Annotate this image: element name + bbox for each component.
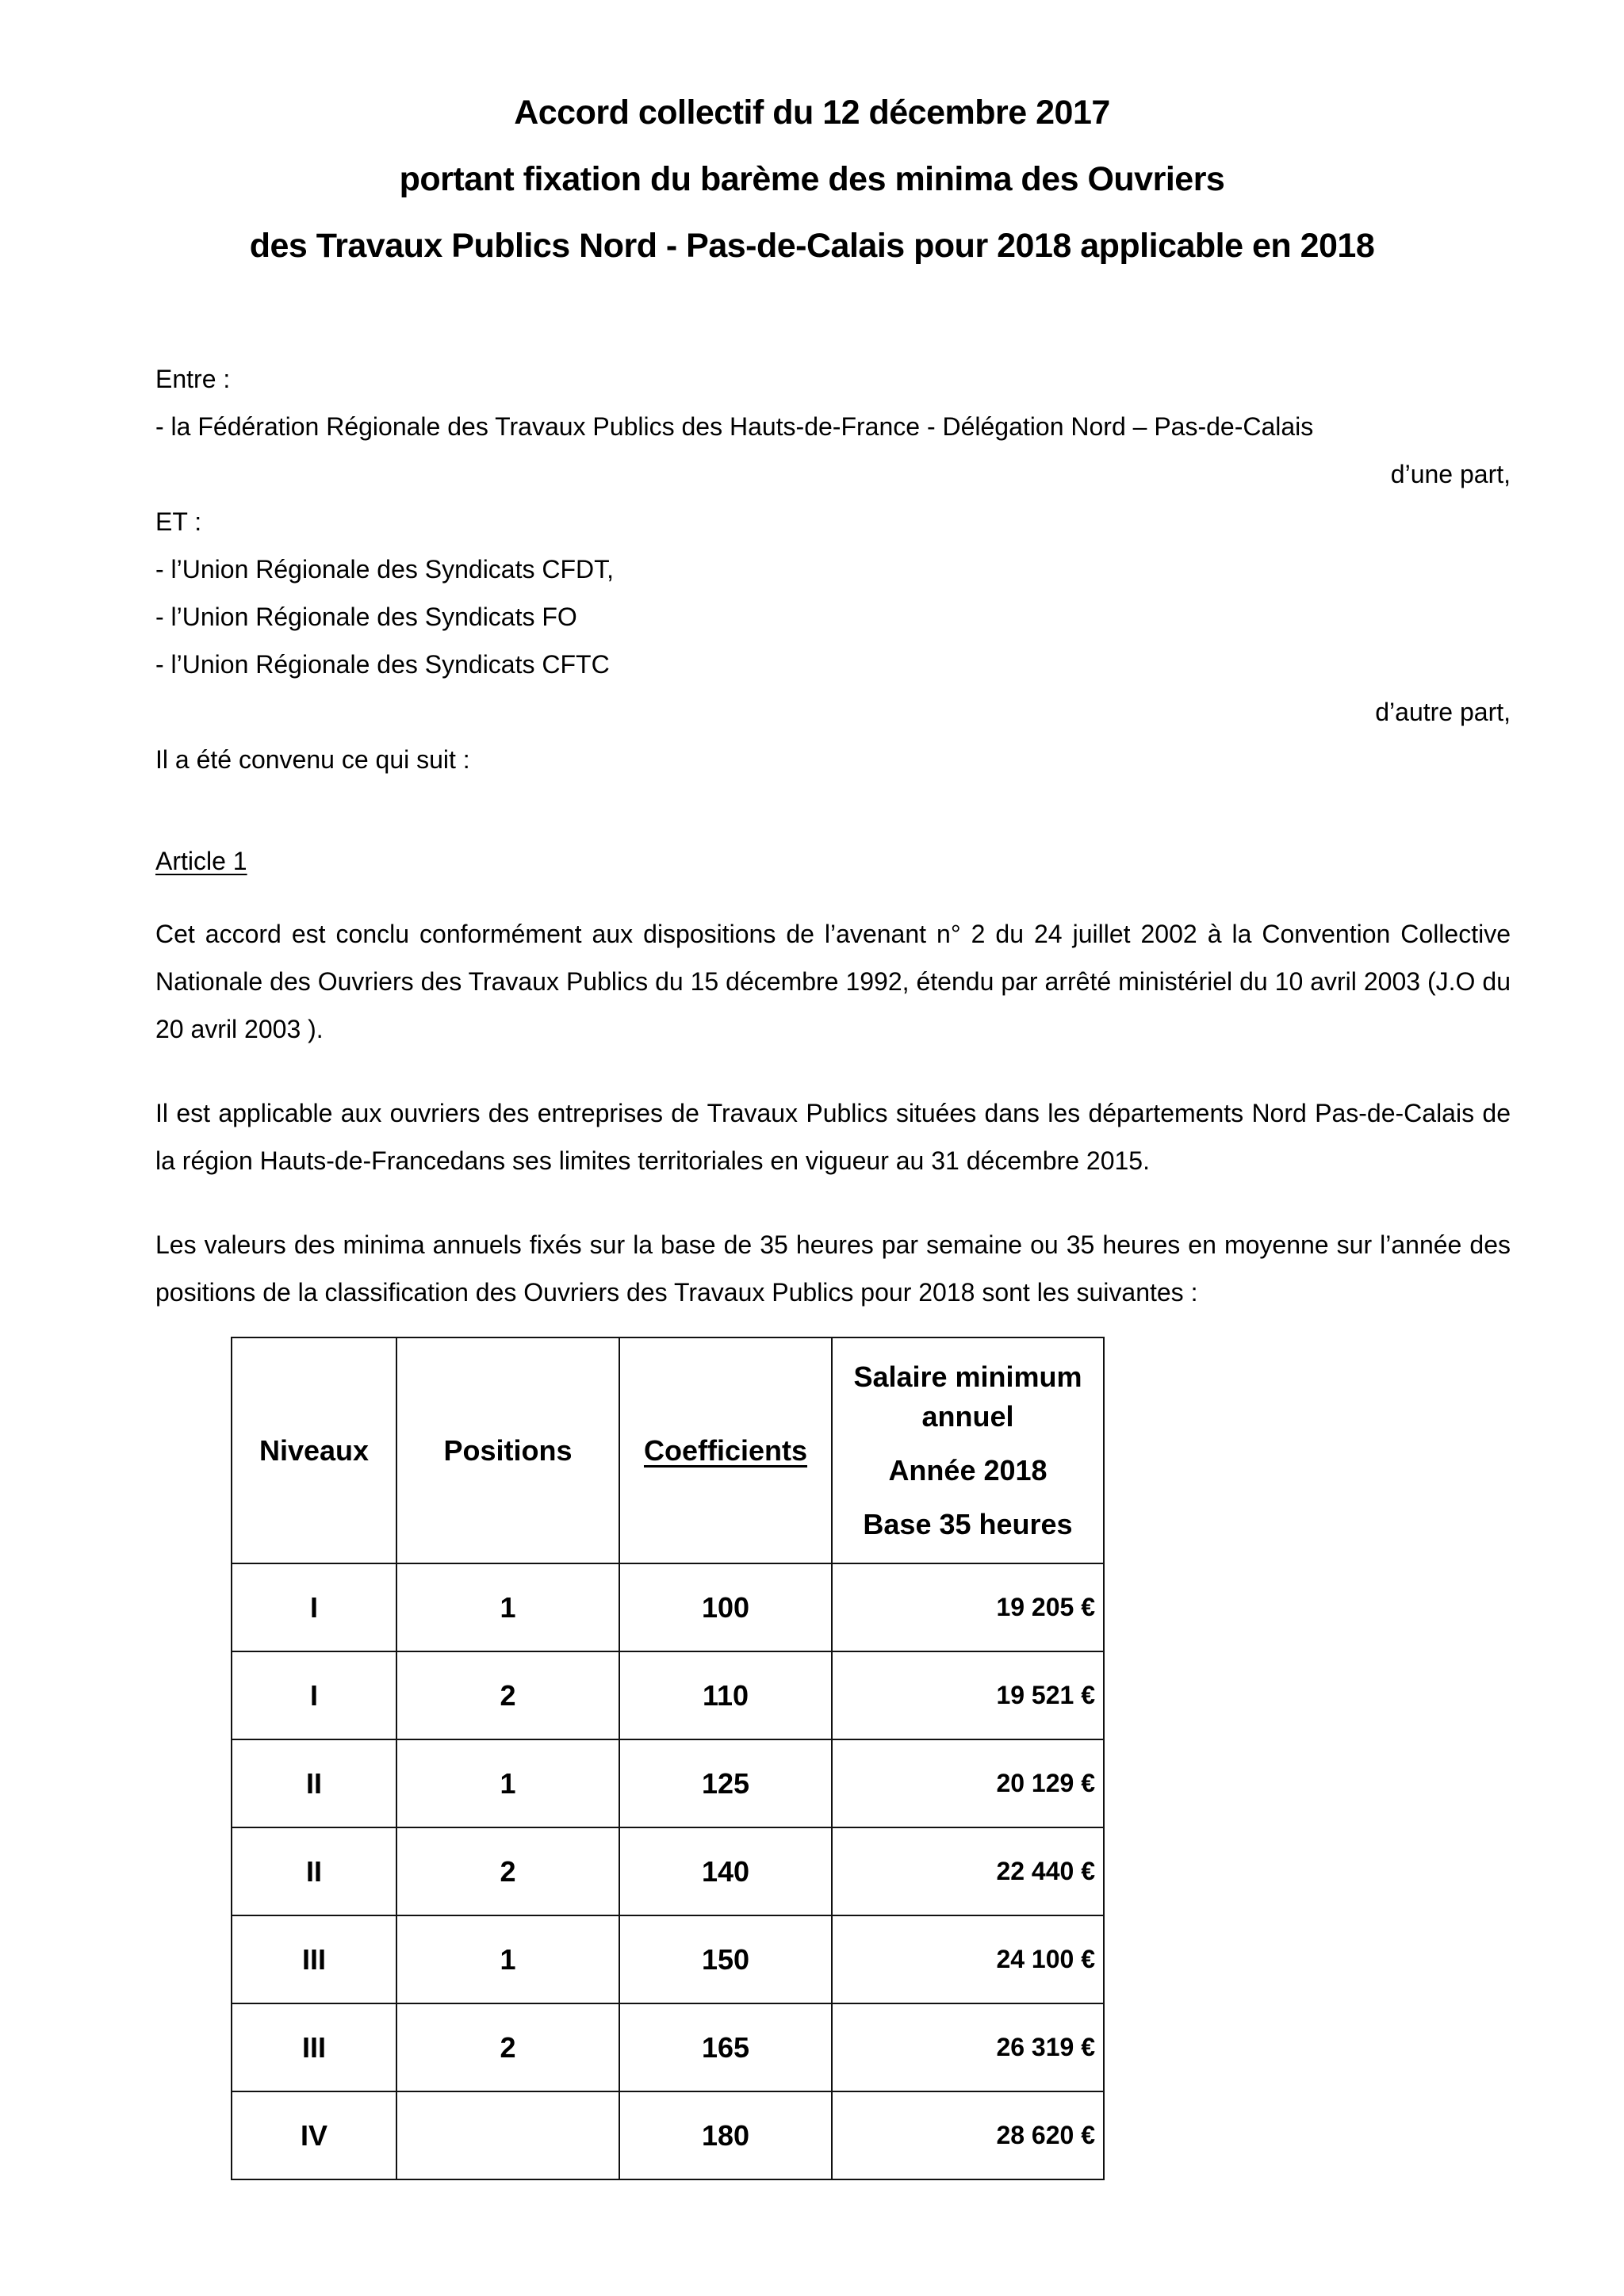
- table-row: [232, 1739, 1104, 1827]
- party-one-suffix: d’une part,: [1390, 460, 1511, 488]
- cell-position: 1: [396, 1563, 619, 1651]
- table-row: [232, 1651, 1104, 1739]
- cell-niveau: IV: [232, 2091, 396, 2179]
- cell-coefficient: 165: [619, 2003, 832, 2091]
- cell-position: 2: [396, 1651, 619, 1739]
- article-1-paragraph-1: Cet accord est conclu conformément aux dispositions de l’avenant n° 2 du 24 juillet 2002 à la Convention Collective Nationale des Ouvriers des Travaux Publics du 15 décembre 1992, étendu par arrêté ministériel du 10 avril 2003 (J.O du 20 avril 2003 ).: [155, 920, 1511, 1043]
- header-coefficients: Coefficients: [619, 1337, 832, 1563]
- cell-coefficient: 180: [619, 2091, 832, 2179]
- agreed-statement: Il a été convenu ce qui suit :: [155, 745, 470, 774]
- document-title-line-1: Accord collectif du 12 décembre 2017: [514, 94, 1110, 132]
- et-label: ET :: [155, 507, 202, 536]
- cell-salaire: 22 440 €: [832, 1827, 1104, 1915]
- header-positions: Positions: [396, 1337, 619, 1563]
- table-row: [232, 1827, 1104, 1915]
- cell-coefficient: 125: [619, 1739, 832, 1827]
- article-1-paragraph-2: Il est applicable aux ouvriers des entreprises de Travaux Publics situées dans les départements Nord Pas-de-Calais de la région Hauts-de-Francedans ses limites territoriales en vigueur au 31 décembre 2015.: [155, 1099, 1511, 1175]
- cell-salaire: 19 521 €: [832, 1651, 1104, 1739]
- table-row: [232, 2003, 1104, 2091]
- party-two-cfdt: - l’Union Régionale des Syndicats CFDT,: [155, 555, 615, 584]
- party-two-cftc: - l’Union Régionale des Syndicats CFTC: [155, 650, 610, 679]
- cell-position: 2: [396, 1827, 619, 1915]
- cell-niveau: II: [232, 1739, 396, 1827]
- header-salaire-minimum: Salaire minimum annuel Année 2018 Base 35 heures: [832, 1337, 1104, 1563]
- cell-niveau: II: [232, 1827, 396, 1915]
- header-niveaux: Niveaux: [232, 1337, 396, 1563]
- table-row: [232, 2091, 1104, 2179]
- cell-salaire: 20 129 €: [832, 1739, 1104, 1827]
- cell-salaire: 19 205 €: [832, 1563, 1104, 1651]
- cell-coefficient: 100: [619, 1563, 832, 1651]
- cell-salaire: 24 100 €: [832, 1915, 1104, 2003]
- salary-minima-table: [231, 1337, 1105, 2180]
- table-row: [232, 1915, 1104, 2003]
- cell-coefficient: 110: [619, 1651, 832, 1739]
- cell-niveau: III: [232, 2003, 396, 2091]
- cell-salaire: 28 620 €: [832, 2091, 1104, 2179]
- table-row: [232, 1563, 1104, 1651]
- cell-niveau: I: [232, 1563, 396, 1651]
- cell-position: 1: [396, 1739, 619, 1827]
- document-title-line-2: portant fixation du barème des minima des Ouvriers: [399, 160, 1225, 198]
- table-header-row: [232, 1337, 1104, 1563]
- article-1-heading: Article 1: [155, 847, 247, 875]
- document-title-line-3: des Travaux Publics Nord - Pas-de-Calais pour 2018 applicable en 2018: [249, 227, 1375, 265]
- party-two-suffix: d’autre part,: [1375, 698, 1511, 726]
- cell-coefficient: 150: [619, 1915, 832, 2003]
- cell-niveau: I: [232, 1651, 396, 1739]
- cell-salaire: 26 319 €: [832, 2003, 1104, 2091]
- article-1-paragraph-3: Les valeurs des minima annuels fixés sur la base de 35 heures par semaine ou 35 heures en moyenne sur l’année des positions de la classification des Ouvriers des Travaux Publics pour 2018 sont les suivantes :: [155, 1230, 1511, 1307]
- cell-position: [396, 2091, 619, 2179]
- cell-position: 2: [396, 2003, 619, 2091]
- party-two-fo: - l’Union Régionale des Syndicats FO: [155, 603, 577, 631]
- cell-position: 1: [396, 1915, 619, 2003]
- cell-niveau: III: [232, 1915, 396, 2003]
- entre-label: Entre :: [155, 365, 231, 393]
- party-one: - la Fédération Régionale des Travaux Publics des Hauts-de-France - Délégation Nord – Pas-de-Calais: [155, 412, 1314, 441]
- cell-coefficient: 140: [619, 1827, 832, 1915]
